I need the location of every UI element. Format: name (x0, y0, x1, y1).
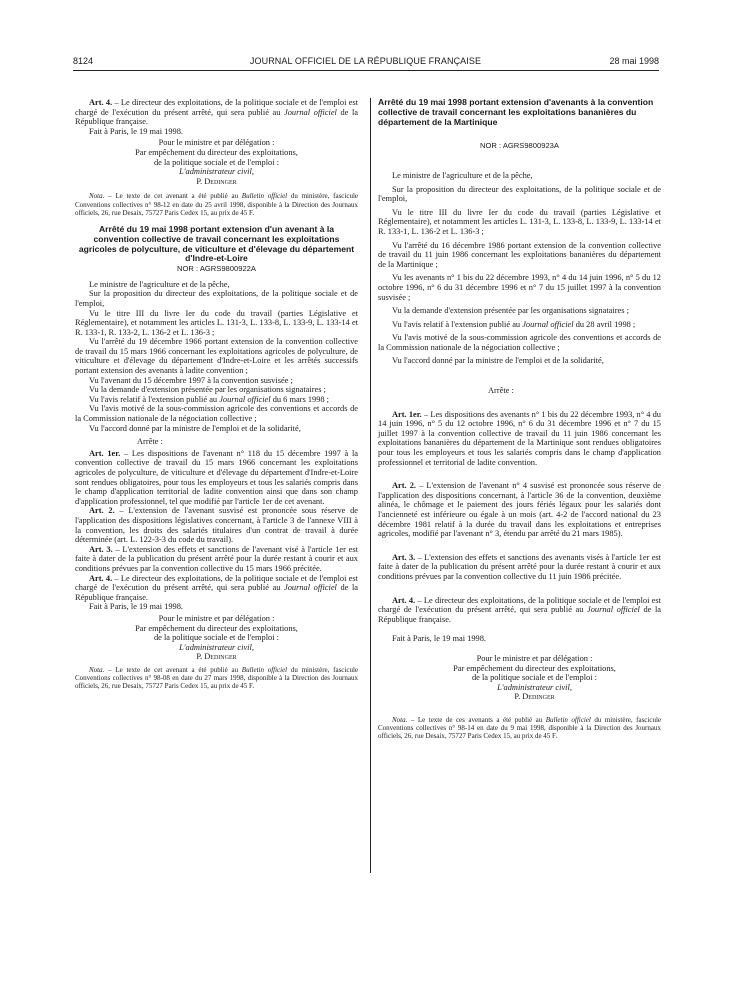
fait-a-paris: Fait à Paris, le 19 mai 1998. (89, 126, 183, 136)
signature-block: Pour le ministre et par délégation : Par empêchement du directeur des exploitations, de la politique sociale et de l'emploi : L'administrateur civil, P. Dedinger (135, 138, 298, 186)
paragraph: Vu le titre III du livre Ier du code du travail (parties Législative et Réglementaire), et notamment les articles L. 131-3, L. 133-8, L. 133-9, L. 133-14 et R. 133-1, L. 136-2 et L. 136-3 ; (378, 207, 661, 236)
page-header (0, 0, 731, 70)
paragraph: Vu l'avenant du 15 décembre 1997 à la convention susvisée ; (89, 375, 293, 385)
fait-a-paris: Fait à Paris, le 19 mai 1998. (89, 602, 183, 612)
journal-title: JOURNAL OFFICIEL DE LA RÉPUBLIQUE FRANÇAISE (249, 56, 482, 66)
paragraph: Vu l'avis motivé de la sous-commission agricole des conventions et accords de la Commission nationale de la négociation collective ; (378, 333, 661, 352)
decree-heading: Arrêté du 19 mai 1998 portant extension d'avenants à la convention collective de travail concernant les exploitations bananières du département de la Martinique (378, 97, 654, 127)
arrete-label: Arrête : (488, 386, 514, 396)
nota-note: Nota. – Le texte de cet avenant a été publié au Bulletin officiel du ministère, fascicule Conventions collectives n° 98-12 en date du 25 avril 1998, disponible à la Direction des Journaux officiels, 26, rue Desaix, 75727 Paris Cedex 15, au prix de 45 F. (75, 192, 359, 217)
page-number: 8124 (73, 56, 94, 66)
paragraph: Vu l'arrêté du 19 décembre 1966 portant extension de la convention collective de travail du 15 mars 1966 concernant les exploitations agricoles de polyculture, de viticulture et d'élevage du département d'Indre-et-Loire et les arrêtés successifs portant extension des avenants à ladite convention ; (75, 337, 358, 376)
signature-block: Pour le ministre et par délégation : Par empêchement du directeur des exploitations, de la politique sociale et de l'emploi : L'administrateur civil, P. Dedinger (453, 653, 616, 702)
signature-block: Pour le ministre et par délégation : Par empêchement du directeur des exploitations, de la politique sociale et de l'emploi : L'administrateur civil, P. Dedinger (135, 613, 298, 662)
paragraph: Vu la demande d'extension présentée par les organisations signataires ; (89, 385, 326, 395)
nor-reference: NOR : AGRS9800922A (177, 264, 256, 274)
issue-date: 28 mai 1998 (609, 56, 659, 66)
paragraph: Vu la demande d'extension présentée par les organisations signataires ; (392, 306, 629, 316)
paragraph: Le ministre de l'agriculture et de la pêche, (392, 170, 533, 180)
paragraph: Le ministre de l'agriculture et de la pêche, (89, 279, 230, 289)
paragraph: Vu l'arrêté du 16 décembre 1986 portant extension de la convention collective de travail du 11 juin 1986 concernant les exploitations bananières du département de la Martinique ; (378, 240, 661, 269)
paragraph: Vu le titre III du livre Ier du code du travail (parties Législative et Réglementaire), et notamment les articles L. 131-3, L. 133-8, L. 133-9, L. 133-14 et R. 133-1, R. 133-2, L. 136-2 et L. 136-3 ; (75, 308, 358, 337)
nota-note: Nota. – Le texte de ces avenants a été publié au Bulletin officiel du ministère, fascicule Conventions collectives n° 98-14 en date du 9 mai 1998, disponible à la Direction des Journaux officiels, 26, rue Desaix, 75727 Paris Cedex 15, au prix de 45 F. (378, 715, 662, 741)
article-1: Art. 1er. – Les dispositions de l'avenant n° 118 du 15 décembre 1997 à la convention collective de travail du 15 mars 1966 concernant les exploitations agricoles de polyculture, de viticulture et d'élevage du département d'Indre-et-Loire sont rendues obligatoires, pour tous les employeurs et tous les salariés compris dans le champ d'application territorial de ladite convention ainsi que dans son champ d'application professionnel, tel que modifié par l'article 1er de cet avenant. (75, 448, 359, 506)
column-divider (370, 98, 371, 873)
left-column (75, 98, 358, 691)
paragraph: Vu les avenants n° 1 bis du 22 décembre 1993, n° 4 du 14 juin 1996, n° 5 du 12 octobre 1996, n° 6 du 31 décembre 1996 et n° 7 du 15 juillet 1997 à la convention susvisée ; (378, 273, 661, 302)
nor-reference: NOR : AGRS9800923A (480, 141, 559, 151)
article-2: Art. 2. – L'extension de l'avenant susvisé est prononcée sous réserve de l'application des dispositions législatives concernant, à l'article 3 de l'annexe VIII à la convention, les droits des salariés titulaires d'un contrat de travail à durée déterminée (art. L. 122-3-3 du code du travail). (75, 506, 359, 545)
article-4-previous: Art. 4. – Le directeur des exploitations, de la politique sociale et de l'emploi est chargé de l'exécution du présent arrêté, qui sera publié au Journal officiel de la République française. (75, 98, 358, 127)
paragraph: Vu l'accord donné par la ministre de l'emploi et de la solidarité, (392, 356, 604, 366)
fait-a-paris: Fait à Paris, le 19 mai 1998. (392, 634, 486, 644)
paragraph: Sur la proposition du directeur des exploitations, de la politique sociale et de l'emploi, (75, 289, 358, 308)
header-rule (73, 70, 659, 71)
arrete-label: Arrête : (137, 437, 163, 447)
article-3: Art. 3. – L'extension des effets et sanctions des avenants visés à l'article 1er est faite à dater de la publication du présent arrêté pour la durée restant à courir et aux conditions prévues par la convention collective du 11 juin 1986 précitée. (378, 552, 661, 581)
article-2: Art. 2. – L'extension de l'avenant n° 4 susvisé est prononcée sous réserve de l'application des dispositions concernant, à l'article 36 de la convention, deuxième alinéa, le chômage et le paiement des jours fériés légaux pour les salariés dont l'ancienneté est inférieure ou égale à un mois (art. 4-2 de l'accord national du 23 décembre 1981 relatif à la durée du travail dans les exploitations et entreprises agricoles, modifié par l'avenant n° 3, étendu par arrêté du 21 mars 1985). (378, 481, 661, 539)
paragraph: Vu l'avis relatif à l'extension publié au Journal officiel du 6 mars 1998 ; (89, 394, 329, 404)
article-4: Art. 4. – Le directeur des exploitations, de la politique sociale et de l'emploi est chargé de l'exécution du présent arrêté, qui sera publié au Journal officiel de la République française. (378, 595, 661, 624)
nota-note: Nota. – Le texte de cet avenant a été publié au Bulletin officiel du ministère, fascicule Conventions collectives n° 98-08 en date du 27 mars 1998, disponible à la Direction des Journaux officiels, 26, rue Desaix, 75727 Paris Cedex 15, au prix de 45 F. (75, 665, 359, 691)
article-1: Art. 1er. – Les dispositions des avenants n° 1 bis du 22 décembre 1993, n° 4 du 14 juin 1996, n° 5 du 12 octobre 1996, n° 6 du 31 décembre 1996 et n° 7 du 15 juillet 1997 à la convention collective de travail du 11 juin 1986 concernant les exploitations bananières du département de la Martinique sont rendues obligatoires pour tous les employeurs et tous les salariés compris dans le champ d'application professionnel et territorial de ladite convention. (378, 409, 661, 467)
article-3: Art. 3. – L'extension des effets et sanctions de l'avenant visé à l'article 1er est faite à dater de la publication du présent arrêté pour la durée restant à courir et aux conditions prévues par la convention collective du 15 mars 1966 précitée. (75, 544, 358, 573)
paragraph: Vu l'avis motivé de la sous-commission agricole des conventions et accords de la Commission nationale de la négociation collective ; (75, 404, 358, 424)
decree-heading: Arrêté du 19 mai 1998 portant extension d'un avenant à la convention collective de travail concernant les exploitations agricoles de polyculture, de viticulture et d'élevage du département d'Indre-et-Loire (78, 223, 355, 264)
paragraph: Vu l'avis relatif à l'extension publié au Journal officiel du 28 avril 1998 ; (392, 319, 636, 329)
paragraph: Vu l'accord donné par la ministre de l'emploi et de la solidarité, (89, 423, 301, 433)
paragraph: Sur la proposition du directeur des exploitations, de la politique sociale et de l'emploi, (378, 184, 661, 204)
right-column (378, 98, 661, 741)
article-4: Art. 4. – Le directeur des exploitations, de la politique sociale et de l'emploi est chargé de l'exécution du présent arrêté, qui sera publié au Journal officiel de la République française. (75, 573, 358, 602)
